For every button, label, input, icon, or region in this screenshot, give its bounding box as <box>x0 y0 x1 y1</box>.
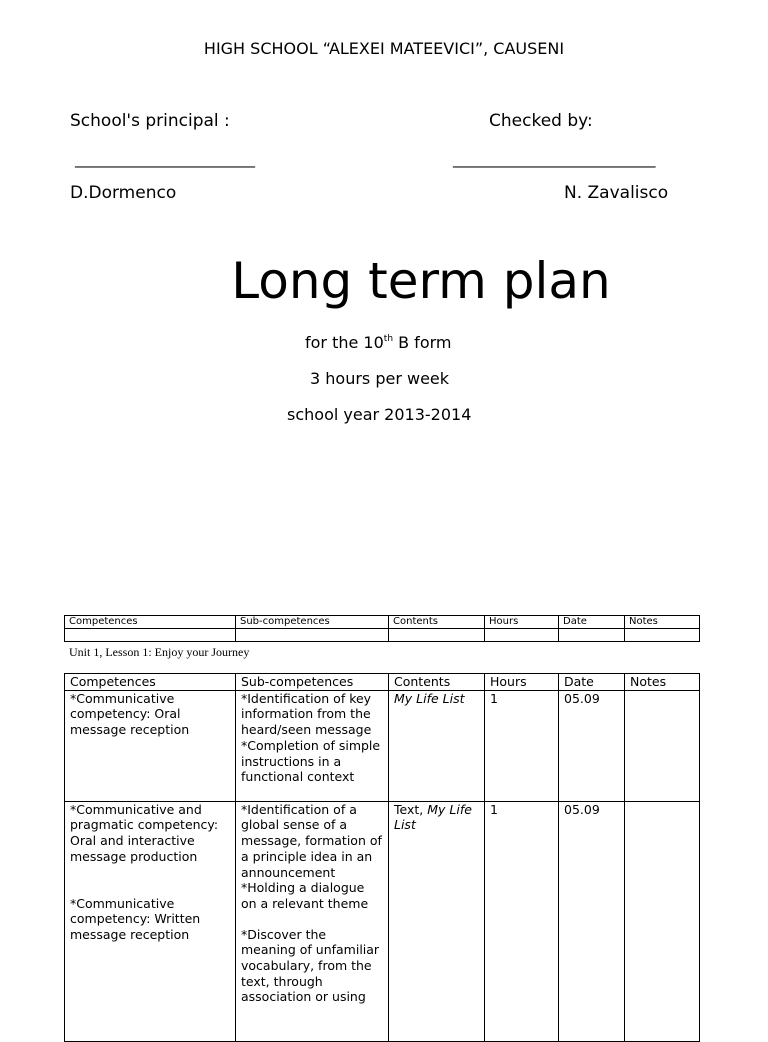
header-competences: Competences <box>65 674 236 691</box>
empty-cell <box>65 629 236 642</box>
table-empty-row <box>65 629 700 642</box>
notes-cell <box>625 690 700 801</box>
notes-cell <box>625 801 700 1041</box>
principal-signature-line: ________________________ <box>75 150 255 168</box>
form-superscript: th <box>383 334 394 344</box>
header-notes: Notes <box>625 616 700 629</box>
competence-cell: *Communicative competency: Oral message reception <box>65 690 236 801</box>
header-contents: Contents <box>389 616 485 629</box>
spacer <box>241 912 383 927</box>
empty-cell <box>625 629 700 642</box>
table-row <box>65 690 700 801</box>
spacer <box>70 865 230 896</box>
header-date: Date <box>559 616 625 629</box>
contents-cell <box>389 801 485 1041</box>
header-contents: Contents <box>389 674 485 691</box>
subcompetence-text-2: *Discover the meaning of unfamiliar vocabulary, from the text, through association or using <box>241 926 380 1005</box>
contents-cell <box>389 690 485 801</box>
header-sub-competences: Sub-competences <box>236 674 389 691</box>
table-header-row <box>65 674 700 691</box>
subcompetence-cell <box>236 801 389 1041</box>
date-cell: 05.09 <box>559 801 625 1041</box>
table-header-row <box>65 616 700 629</box>
empty-cell <box>559 629 625 642</box>
subcompetence-text: *Identification of a global sense of a message, formation of a principle idea in an announcement *Holding a dialogue on a relevant theme <box>241 801 382 911</box>
header-table <box>64 615 700 642</box>
competence-cell <box>65 801 236 1041</box>
lesson-table <box>64 673 700 1042</box>
competence-text-2: *Communicative competency: Written message reception <box>70 895 201 942</box>
hours-cell: 1 <box>485 801 559 1041</box>
empty-cell <box>389 629 485 642</box>
date-cell: 05.09 <box>559 690 625 801</box>
hours-per-week: 3 hours per week <box>310 369 450 388</box>
unit-title: Unit 1, Lesson 1: Enjoy your Journey <box>69 645 250 659</box>
form-prefix: for the 10 <box>305 333 384 352</box>
subcompetence-cell: *Identification of key information from the heard/seen message *Completion of simple instructions in a functional context <box>236 690 389 801</box>
form-line <box>305 333 451 352</box>
contents-title: My Life List <box>394 801 472 833</box>
checked-by-signature-line: ___________________________ <box>453 150 656 168</box>
hours-cell: 1 <box>485 690 559 801</box>
checked-by-label: Checked by: <box>489 111 593 131</box>
header-date: Date <box>559 674 625 691</box>
document-title: Long term plan <box>231 252 611 310</box>
form-suffix: B form <box>393 333 452 352</box>
header-notes: Notes <box>625 674 700 691</box>
school-name: HIGH SCHOOL “ALEXEI MATEEVICI”, CAUSENI <box>203 39 565 58</box>
header-hours: Hours <box>485 674 559 691</box>
header-competences: Competences <box>65 616 236 629</box>
empty-cell <box>485 629 559 642</box>
principal-label: School's principal : <box>70 111 230 131</box>
contents-prefix: Text, <box>394 801 428 817</box>
header-sub-competences: Sub-competences <box>236 616 389 629</box>
school-year: school year 2013-2014 <box>287 405 472 424</box>
principal-name: D.Dormenco <box>70 183 177 203</box>
table-row <box>65 801 700 1041</box>
contents-title: My Life List <box>394 690 465 706</box>
header-hours: Hours <box>485 616 559 629</box>
competence-text: *Communicative and pragmatic competency: Oral and interactive message production <box>70 801 219 864</box>
checked-by-name: N. Zavalisco <box>564 183 669 203</box>
empty-cell <box>236 629 389 642</box>
